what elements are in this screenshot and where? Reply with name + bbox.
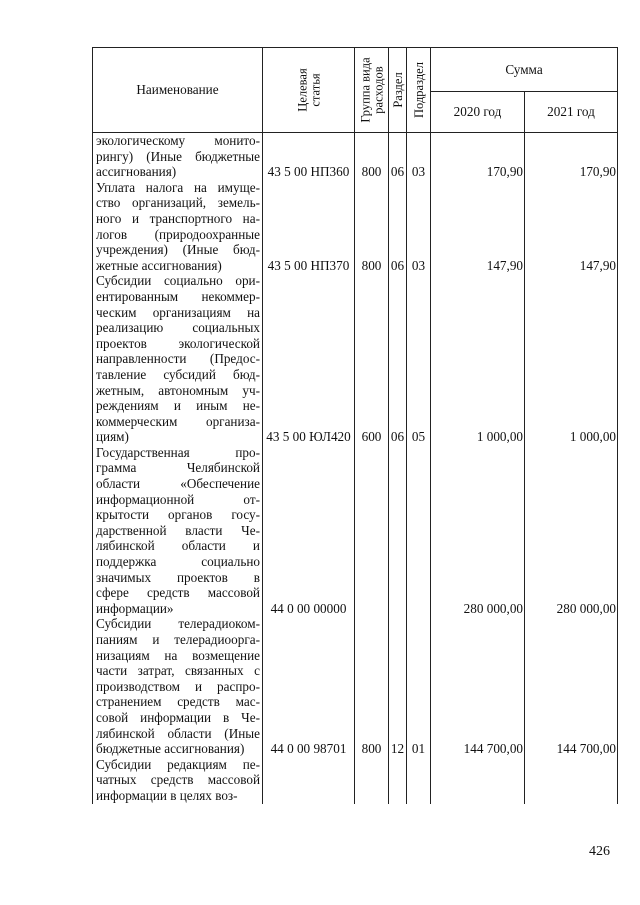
table-row — [93, 180, 618, 274]
row-amount-2021: 144 700,00 — [525, 616, 618, 756]
row-name-line: совой информации в Че- — [96, 709, 260, 725]
header-section — [389, 48, 407, 133]
row-name-line: значимых проектов в — [96, 569, 260, 585]
row-amount-2021: 147,90 — [525, 180, 618, 274]
row-subsection — [407, 445, 431, 617]
row-name-line: сфере средств массовой — [96, 585, 260, 601]
header-expense-group-label: Группа вида расходов — [358, 57, 385, 123]
row-section: 06 — [389, 273, 407, 445]
row-expense-group: 800 — [355, 180, 389, 274]
budget-table — [92, 47, 618, 804]
row-amount-2021 — [525, 757, 618, 804]
row-name-line: проектов экологической — [96, 335, 260, 351]
row-name-line: логов (природоохранные — [96, 226, 260, 242]
row-subsection: 05 — [407, 273, 431, 445]
header-target-article — [263, 48, 355, 133]
row-name-line: дарственной власти Че- — [96, 522, 260, 538]
row-name-line: поддержка социально — [96, 554, 260, 570]
row-name-line: направленности (Предос- — [96, 351, 260, 367]
row-subsection: 03 — [407, 133, 431, 180]
row-expense-group: 600 — [355, 273, 389, 445]
row-subsection: 03 — [407, 180, 431, 274]
row-subsection — [407, 757, 431, 804]
row-expense-group — [355, 757, 389, 804]
row-name-line: паниям и телерадиоорга- — [96, 632, 260, 647]
row-amount-2020: 170,90 — [431, 133, 525, 180]
header-subsection-label: Подраздел — [411, 62, 426, 118]
table-row — [93, 133, 618, 180]
row-section: 12 — [389, 616, 407, 756]
row-section: 06 — [389, 133, 407, 180]
row-name-line: Субсидии телерадиоком- — [96, 616, 260, 632]
row-name-line: лябинской области (Иные — [96, 725, 260, 741]
row-name-line: жетные ассигнования) — [96, 257, 222, 273]
row-amount-2020: 280 000,00 — [431, 445, 525, 617]
row-amount-2020: 144 700,00 — [431, 616, 525, 756]
row-name — [93, 180, 263, 274]
table-row — [93, 445, 618, 617]
row-name-line: ассигнования) — [96, 164, 177, 180]
row-name-line: учреждения) (Иные бюд- — [96, 242, 260, 258]
row-name-line: чатных средств массовой — [96, 772, 260, 788]
row-target-article: 43 5 00 ЮЛ420 — [263, 273, 355, 445]
row-name-line: тавление субсидий бюд- — [96, 366, 260, 382]
row-section — [389, 445, 407, 617]
row-name-line: области «Обеспечение — [96, 476, 260, 492]
header-sum: Сумма — [431, 48, 618, 92]
header-expense-group — [355, 48, 389, 133]
page-number: 426 — [589, 844, 610, 859]
header-section-label: Раздел — [390, 72, 405, 108]
row-name-line: Уплата налога на имуще- — [96, 179, 260, 195]
row-name-line: информации» — [96, 600, 174, 616]
row-name-line: реждениям и иным не- — [96, 398, 260, 414]
header-year-2021: 2021 год — [525, 92, 618, 133]
row-expense-group: 800 — [355, 133, 389, 180]
row-target-article: 43 5 00 НП360 — [263, 133, 355, 180]
row-amount-2020 — [431, 757, 525, 804]
row-name-line: ческим организациям на — [96, 304, 260, 320]
row-name-line: рингу) (Иные бюджетные — [96, 148, 260, 164]
header-subsection — [407, 48, 431, 133]
table-row — [93, 273, 618, 445]
table-body — [93, 133, 618, 804]
row-target-article — [263, 757, 355, 804]
row-name-line: бюджетные ассигнования) — [96, 741, 245, 757]
row-name-line: Субсидии социально ори- — [96, 273, 260, 289]
header-name: Наименование — [93, 48, 263, 133]
row-name-line: низациям на возмещение — [96, 647, 260, 663]
header-target-article-label: Целевая статья — [295, 68, 322, 112]
row-name — [93, 273, 263, 445]
row-name-line: части затрат, связанных с — [96, 663, 260, 679]
row-name-line: Субсидии редакциям пе- — [96, 756, 260, 772]
row-name-line: странением средств мас- — [96, 694, 260, 710]
table-row — [93, 616, 618, 756]
row-name-line: жетным, автономным уч- — [96, 382, 260, 398]
row-amount-2020: 1 000,00 — [431, 273, 525, 445]
row-name-line: реализацию социальных — [96, 320, 260, 336]
row-name-line: Государственная про- — [96, 444, 260, 460]
row-name — [93, 445, 263, 617]
row-name-line: коммерческим организа- — [96, 413, 260, 429]
row-target-article: 44 0 00 00000 — [263, 445, 355, 617]
row-name-line: экологическому монито- — [96, 133, 260, 148]
row-name-line: грамма Челябинской — [96, 460, 260, 476]
row-name-line: ного и транспортного на- — [96, 210, 260, 226]
row-name-line: информационной от- — [96, 491, 260, 507]
row-amount-2020: 147,90 — [431, 180, 525, 274]
row-name-line: производством и распро- — [96, 678, 260, 694]
row-expense-group: 800 — [355, 616, 389, 756]
row-name-line: лябинской области и — [96, 538, 260, 554]
row-section: 06 — [389, 180, 407, 274]
row-amount-2021: 1 000,00 — [525, 273, 618, 445]
row-target-article: 44 0 00 98701 — [263, 616, 355, 756]
row-amount-2021: 280 000,00 — [525, 445, 618, 617]
row-section — [389, 757, 407, 804]
row-name — [93, 757, 263, 804]
row-name-line: ство организаций, земель- — [96, 195, 260, 211]
row-name-line: ентированным некоммер- — [96, 288, 260, 304]
row-subsection: 01 — [407, 616, 431, 756]
row-name-line: крытости органов госу- — [96, 507, 260, 523]
row-expense-group — [355, 445, 389, 617]
table-row — [93, 757, 618, 804]
row-name — [93, 133, 263, 180]
header-year-2020: 2020 год — [431, 92, 525, 133]
row-amount-2021: 170,90 — [525, 133, 618, 180]
row-name — [93, 616, 263, 756]
row-target-article: 43 5 00 НП370 — [263, 180, 355, 274]
row-name-line: информации в целях воз- — [96, 787, 238, 803]
row-name-line: циям) — [96, 429, 129, 445]
